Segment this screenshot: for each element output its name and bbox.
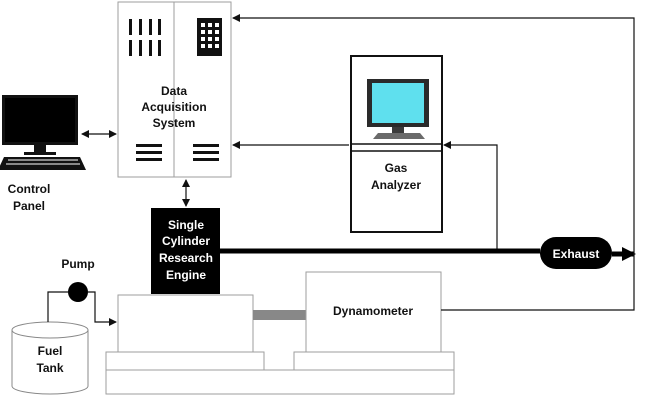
pump-label: Pump: [61, 257, 95, 271]
exhaust-sample-line: [444, 145, 497, 251]
dynamometer: [306, 272, 441, 352]
engine-label-line1: Single: [167, 218, 205, 232]
engine-label-line4: Engine: [165, 268, 207, 282]
exhaust-node: [540, 237, 612, 269]
data-acquisition-system: [118, 2, 231, 177]
fuel-tank-label-line2: Tank: [36, 361, 64, 375]
daq-label-line1: Data: [160, 84, 188, 98]
engine-label-line2: Cylinder: [161, 234, 211, 248]
control-panel-computer: [0, 95, 86, 213]
gas-analyzer-label-line2: Analyzer: [370, 178, 422, 192]
control-panel-label-line2: Panel: [12, 199, 46, 213]
drive-shaft: [253, 310, 306, 320]
keyboard-icon: [0, 157, 86, 170]
daq-label-line2: Acquisition: [141, 100, 207, 114]
single-cylinder-research-engine: [151, 208, 220, 294]
dynamometer-label: Dynamometer: [332, 304, 414, 318]
pump-icon: [61, 257, 94, 302]
control-panel-label-line1: Control: [7, 182, 51, 196]
gas-analyzer-label-line1: Gas: [384, 161, 408, 175]
fuel-tank-label-line1: Fuel: [37, 344, 63, 358]
fuel-tank-icon: [12, 322, 88, 394]
engine-label-line3: Research: [158, 251, 214, 265]
daq-keypad-icon: [197, 18, 222, 56]
computer-monitor-icon: [2, 95, 78, 155]
gas-analyzer: [351, 56, 442, 232]
exhaust-label: Exhaust: [552, 247, 600, 261]
daq-label-line3: System: [152, 116, 196, 130]
